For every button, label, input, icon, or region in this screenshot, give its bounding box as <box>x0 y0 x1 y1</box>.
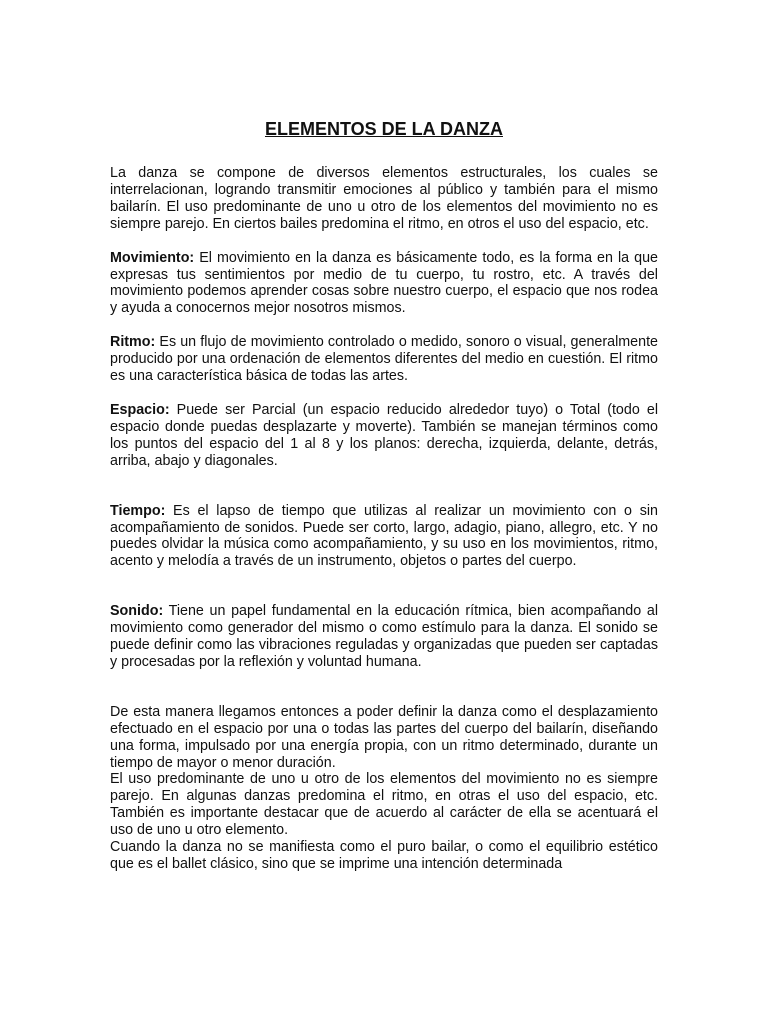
section-text: Tiene un papel fundamental en la educación rítmica, bien acompañando al movimiento como generador del mismo o como estímulo para la danza. El sonido se puede definir como las vibraciones reguladas y organizadas que pueden ser captadas y procesadas por la reflexión y voluntad humana. <box>110 603 658 670</box>
closing-paragraph-1: De esta manera llegamos entonces a poder definir la danza como el desplazamiento efectuado en el espacio por una o todas las partes del cuerpo del bailarín, diseñando una forma, impulsado por una energía propia, con un ritmo determinado, durante un tiempo de mayor o menor duración. <box>110 703 658 771</box>
section-term: Espacio: <box>110 401 170 418</box>
document-body <box>110 118 658 873</box>
section-espacio <box>110 402 658 470</box>
section-ritmo <box>110 334 658 385</box>
section-term: Sonido: <box>110 603 164 620</box>
section-term: Movimiento: <box>110 249 195 266</box>
section-term: Tiempo: <box>110 502 166 519</box>
closing-paragraph-2: El uso predominante de uno u otro de los elementos del movimiento no es siempre parejo. En algunas danzas predomina el ritmo, en otras el uso del espacio, etc. También es importante destacar que de acuerdo al carácter de ella se acentuará el uso de uno u otro elemento. <box>110 771 658 839</box>
section-sonido <box>110 603 658 671</box>
intro-paragraph: La danza se compone de diversos elementos estructurales, los cuales se interrelacionan, logrando transmitir emociones al público y también para el mismo bailarín. El uso predominante de uno u otro de los elementos del movimiento no es siempre parejo. En ciertos bailes predomina el ritmo, en otros el uso del espacio, etc. <box>110 165 658 232</box>
section-tiempo <box>110 503 658 571</box>
section-text: El movimiento en la danza es básicamente todo, es la forma en la que expresas tus sentimientos por medio de tu cuerpo, tu rostro, etc. A través del movimiento podemos aprender cosas sobre nuestro cuerpo, el espacio que nos rodea y ayuda a conocernos mejor nosotros mismos. <box>110 249 658 317</box>
section-term: Ritmo: <box>110 334 156 351</box>
document-title: ELEMENTOS DE LA DANZA <box>264 119 503 139</box>
section-text: Es el lapso de tiempo que utilizas al realizar un movimiento con o sin acompañamiento de sonidos. Puede ser corto, largo, adagio, piano, allegro, etc. Y no puedes olvidar la música como acompañamiento, y su uso en los movimientos, ritmo, acento y melodía a través de un instrumento, objetos o partes del cuerpo. <box>110 502 658 570</box>
section-text: Es un flujo de movimiento controlado o medido, sonoro o visual, generalmente producido por una ordenación de elementos diferentes del medio en cuestión. El ritmo es una característica básica de todas las artes. <box>110 334 658 385</box>
section-movimiento <box>110 250 658 318</box>
section-text: Puede ser Parcial (un espacio reducido alrededor tuyo) o Total (todo el espacio donde puedas desplazarte y moverte). También se manejan términos como los puntos del espacio del 1 al 8 y los planos: derecha, izquierda, delante, detrás, arriba, abajo y diagonales. <box>110 401 658 469</box>
closing-paragraph-3: Cuando la danza no se manifiesta como el puro bailar, o como el equilibrio estético que es el ballet clásico, sino que se imprime una intención determinada <box>110 839 658 872</box>
